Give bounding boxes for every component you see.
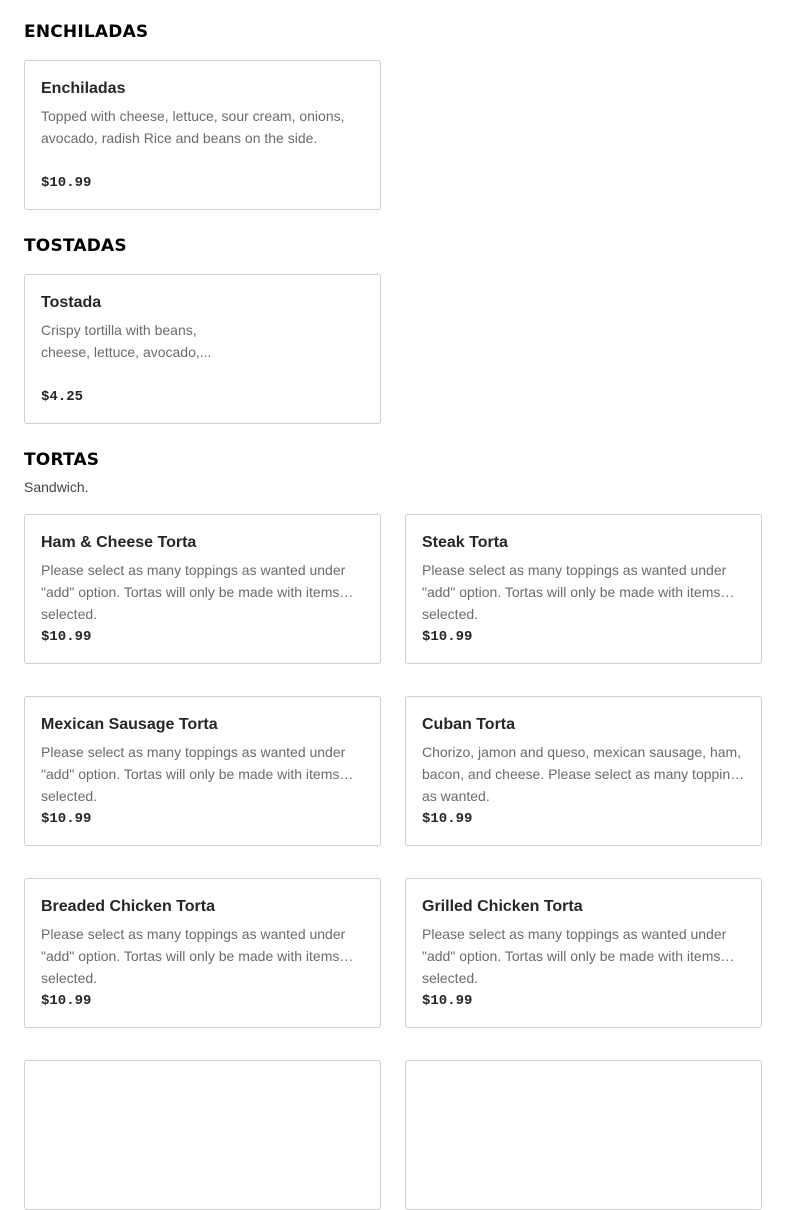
menu-item-description: Please select as many toppings as wanted under "add" option. Tortas will only be made with items selected. — [41, 562, 346, 622]
menu-item-cuban-torta[interactable] — [405, 696, 762, 846]
section-title-tortas: TORTAS — [24, 450, 100, 470]
menu-item-ham-cheese-torta[interactable] — [24, 514, 381, 664]
menu-item-breaded-chicken-torta[interactable] — [24, 878, 381, 1028]
menu-item-description: Please select as many toppings as wanted under "add" option. Tortas will only be made with items selected. — [422, 562, 727, 622]
menu-item-description: Please select as many toppings as wanted under "add" option. Tortas will only be made with items selected. — [422, 926, 727, 986]
menu-item-name: Enchiladas — [41, 80, 126, 97]
menu-item-price: $4.25 — [41, 389, 84, 405]
menu-item-name: Cuban Torta — [422, 716, 516, 733]
menu-item-name: Mexican Sausage Torta — [41, 716, 218, 733]
menu-item-price: $10.99 — [41, 175, 92, 191]
menu-item-description: Please select as many toppings as wanted under "add" option. Tortas will only be made with items selected. — [41, 926, 346, 986]
menu-item-card-partial[interactable] — [405, 1060, 762, 1210]
section-title-enchiladas: ENCHILADAS — [24, 22, 149, 42]
menu-item-description: Topped with cheese, lettuce, sour cream, onions, avocado, radish Rice and beans on the side. — [41, 108, 345, 146]
menu-item-description: Crispy tortilla with beans, cheese, lettuce, avocado,... — [41, 322, 212, 360]
menu-item-description: Please select as many toppings as wanted under "add" option. Tortas will only be made with items selected. — [41, 744, 346, 804]
menu-item-card-partial[interactable] — [24, 1060, 381, 1210]
menu-item-price: $10.99 — [422, 993, 473, 1009]
menu-item-name: Steak Torta — [422, 534, 508, 551]
section-title-tostadas: TOSTADAS — [24, 236, 127, 256]
menu-item-mexican-sausage-torta[interactable] — [24, 696, 381, 846]
menu-item-description: Chorizo, jamon and queso, mexican sausage, ham, bacon, and cheese. Please select as many toppings as wanted. — [422, 744, 745, 804]
menu-item-steak-torta[interactable] — [405, 514, 762, 664]
menu-item-name: Ham & Cheese Torta — [41, 534, 197, 551]
menu-item-grilled-chicken-torta[interactable] — [405, 878, 762, 1028]
menu-item-price: $10.99 — [422, 629, 473, 645]
section-subtitle-tortas: Sandwich. — [24, 479, 89, 495]
menu-item-price: $10.99 — [41, 811, 92, 827]
menu-item-price: $10.99 — [41, 629, 92, 645]
menu-item-tostada[interactable] — [24, 274, 381, 424]
menu-item-name: Tostada — [41, 294, 102, 311]
menu-item-name: Breaded Chicken Torta — [41, 898, 215, 915]
menu-item-price: $10.99 — [422, 811, 473, 827]
menu-item-price: $10.99 — [41, 993, 92, 1009]
menu-item-name: Grilled Chicken Torta — [422, 898, 583, 915]
menu-item-enchiladas[interactable] — [24, 60, 381, 210]
